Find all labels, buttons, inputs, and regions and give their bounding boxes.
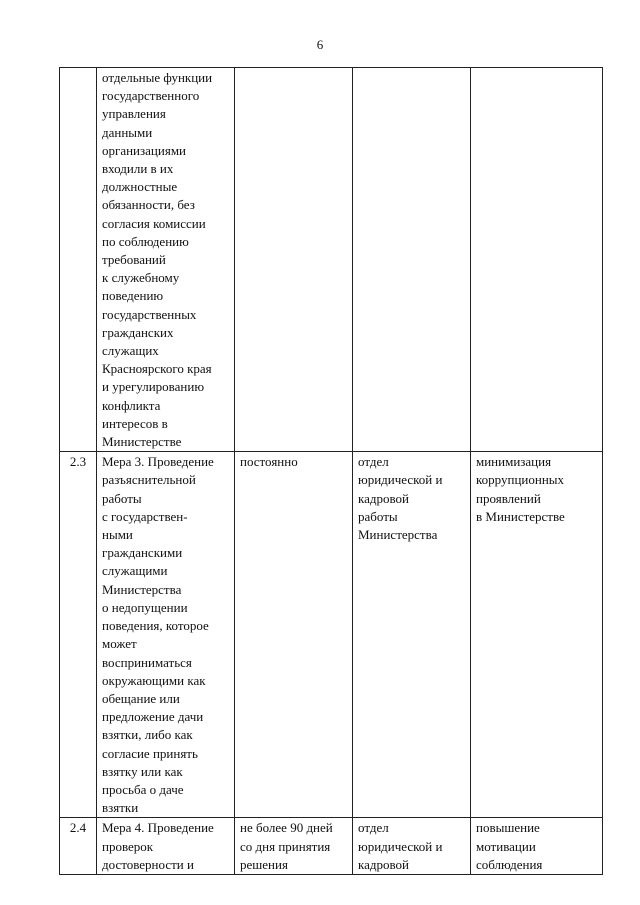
term-text	[235, 68, 353, 452]
measure-text: отдельные функции государственного управления данными организациями входили в их должностные обязанности, без согласия комиссии по соблюдению требований к служебному поведению государственных гражданских служащих Красноярского края и урегулированию конфликта интересов в Министерстве	[97, 68, 235, 452]
measure-text: Мера 3. Проведение разъяснительной работы с государствен- ными гражданскими служащими Министерства о недопущении поведения, которое может восприниматься окружающими как обещание или предложение дачи взятки, либо как согласие принять взятку или как просьба о даче взятки	[97, 452, 235, 818]
table-row	[60, 452, 603, 818]
table-row	[60, 818, 603, 875]
page-number: 6	[316, 37, 324, 52]
responsible-text: отдел юридической и кадровой	[353, 818, 471, 875]
row-number: 2.3	[60, 452, 97, 818]
row-number: 2.4	[60, 818, 97, 875]
measure-text: Мера 4. Проведение проверок достоверности и	[97, 818, 235, 875]
responsible-text: отдел юридической и кадровой работы Министерства	[353, 452, 471, 818]
table-row	[60, 68, 603, 452]
responsible-text	[353, 68, 471, 452]
measures-table	[59, 67, 603, 875]
result-text: минимизация коррупционных проявлений в Министерстве	[471, 452, 603, 818]
row-number	[60, 68, 97, 452]
result-text	[471, 68, 603, 452]
result-text: повышение мотивации соблюдения	[471, 818, 603, 875]
term-text: постоянно	[235, 452, 353, 818]
term-text: не более 90 дней со дня принятия решения	[235, 818, 353, 875]
